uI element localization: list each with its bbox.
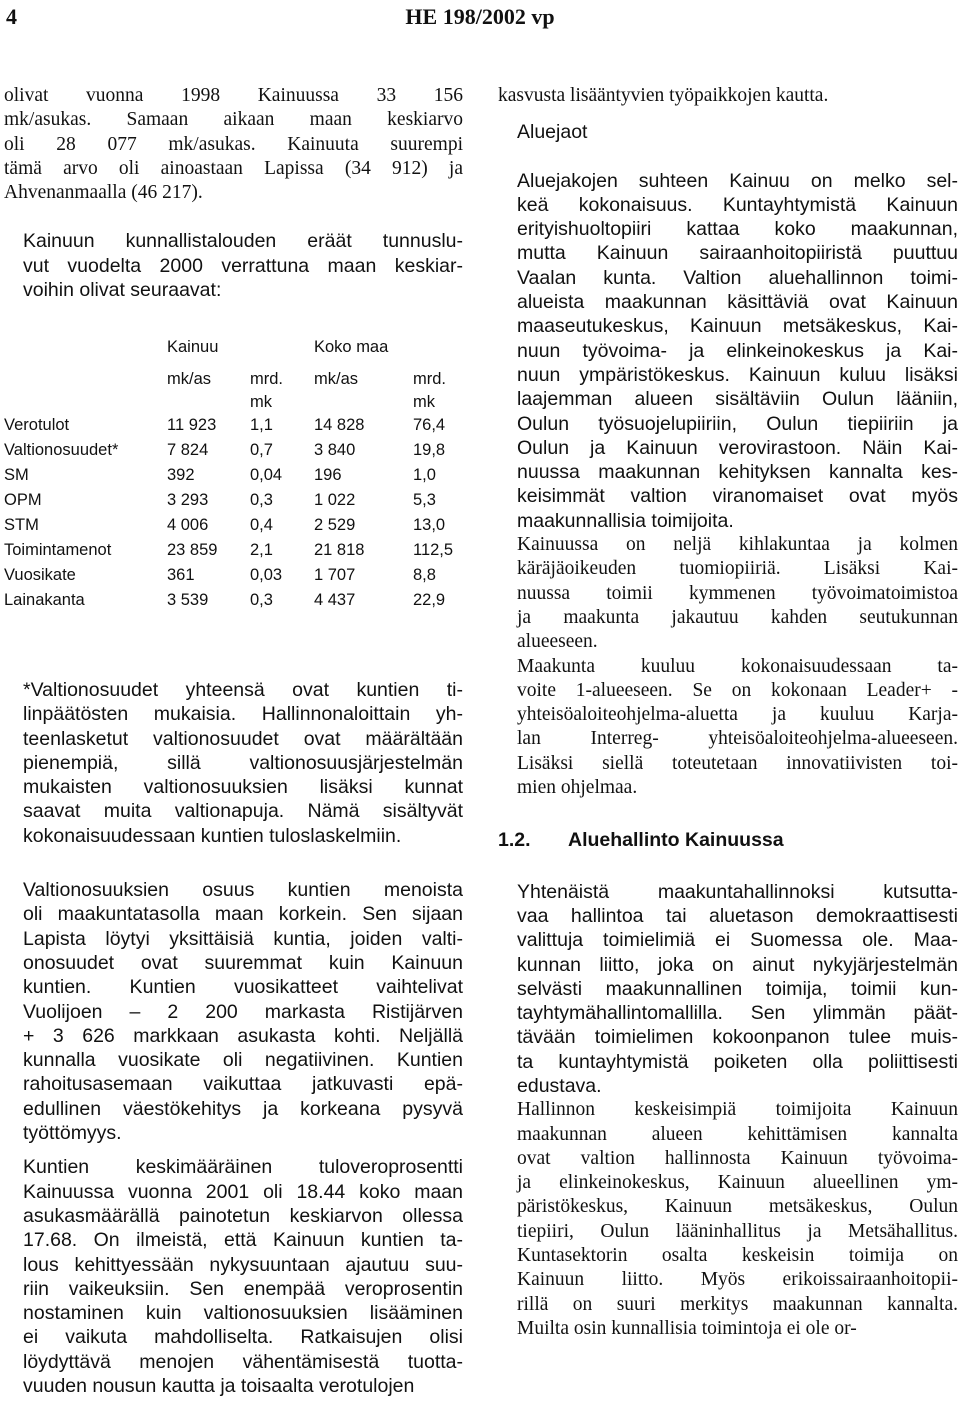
table-row-label: SM <box>4 466 29 484</box>
table-row <box>4 566 464 591</box>
table-cell: 2 529 <box>314 516 356 534</box>
table-row <box>4 466 464 491</box>
text-line: lous kehittyessään nykysuuntaan ajautuu suu- <box>23 1253 463 1276</box>
text-line: valittuja toimielimiä ei Suomessa ole. Maa- <box>517 929 958 952</box>
table-cell: 23 859 <box>167 541 218 559</box>
table-cell: 14 828 <box>314 416 365 434</box>
text-line: rahoitusasemaan vaikuttaa jatkuvasti epä- <box>23 1073 463 1096</box>
text-line: kokonaisuudessaan kuntien tuloslaskelmiin. <box>23 824 402 847</box>
text-line: nuussa maakunnan kehityksen kannalta kes- <box>517 461 958 484</box>
table-cell: 0,03 <box>250 566 283 584</box>
table-row-label: Toimintamenot <box>4 541 112 559</box>
text-line: yhteisöaloiteohjelma-aluetta ja kuuluu Karja- <box>517 704 958 726</box>
section-number: 1.2. <box>498 829 531 852</box>
text-line: erityishuoltopiiri kattaa koko maakunnan, <box>517 218 958 241</box>
text-line: päristökeskus, Kainuun metsäkeskus, Oulun <box>517 1196 958 1218</box>
table-cell: 1,0 <box>413 466 436 484</box>
text-line: mutta Kainuun sairaanhoitopiiristä puuttuu <box>517 242 958 265</box>
paragraph <box>498 655 958 801</box>
text-line: löydyttävä menojen vähentämisestä tuotta- <box>23 1350 463 1373</box>
footnote-block <box>4 678 463 1398</box>
text-line: ta kuntayhtymistä poiketen olla poliittisesti <box>517 1050 958 1073</box>
text-line: lan Interreg- yhteisöaloiteohjelma-alueeseen. <box>517 728 958 750</box>
text-line: teenlasketut valtionosuudet ovat määrältään <box>23 727 463 750</box>
text-line: Kuntien keskimääräinen tuloveroprosentti <box>23 1156 463 1179</box>
subheading-aluejaot: Aluejaot <box>517 121 588 144</box>
text-line: vut vuodelta 2000 verrattuna maan keskiar- <box>23 254 463 277</box>
text-line: kuntien. Kuntien vuosikatteet vaihtelivat <box>23 976 463 999</box>
text-line: keisimmät valtion viranomaiset ovat myös <box>517 485 958 508</box>
text-line: laajemman alueen sisältäviin Oulun lääniin, <box>517 388 958 411</box>
table-cell: 392 <box>167 466 195 484</box>
text-line: + 3 626 markkaan asukasta kohti. Neljällä <box>23 1024 463 1047</box>
table-row <box>4 541 464 566</box>
text-line: Lisäksi siellä toteutetaan innovatiivisten toi- <box>517 752 958 774</box>
text-line: työttömyys. <box>23 1122 122 1145</box>
table-cell: 1 022 <box>314 491 356 509</box>
text-line: ja elinkeinokeskus, Kainuun alueellinen ym- <box>517 1172 958 1194</box>
text-line: rillä on suuri merkitys maakunnan kannalta. <box>517 1293 958 1315</box>
text-line: 17.68. On ilmeistä, että Kainuun kuntien ta- <box>23 1229 463 1252</box>
table-cell: 0,7 <box>250 441 273 459</box>
table-cell: 361 <box>167 566 195 584</box>
table-row-label: Valtionosuudet* <box>4 441 119 459</box>
table-cell: 0,3 <box>250 491 273 509</box>
table-subheader: mk/as <box>314 370 359 388</box>
table-cell: 3 840 <box>314 441 356 459</box>
text-line: Vaalan kunta. Valtion aluehallinnon toimi- <box>517 266 958 289</box>
table-cell: 76,4 <box>413 416 446 434</box>
right-column <box>498 84 958 1341</box>
text-line: Kuntasektorin osalta keskeisin toimija on <box>517 1245 958 1267</box>
paragraph <box>4 1155 463 1398</box>
section-title: Aluehallinto Kainuussa <box>568 829 784 852</box>
text-line: mk/asukas. Samaan aikaan maan keskiarvo <box>4 109 463 131</box>
table-cell: 3 293 <box>167 491 209 509</box>
text-line: nostaminen kuin valtionosuuksien lisääminen <box>23 1302 463 1325</box>
text-line: Kainuussa vuonna 2001 oli 18.44 koko maan <box>23 1180 463 1203</box>
text-line: tämä arvo oli ainoastaan Lapissa (34 912) ja <box>4 157 463 179</box>
table-cell: 5,3 <box>413 491 436 509</box>
finance-table <box>4 338 464 616</box>
table-sub-header <box>4 368 464 416</box>
table-subheader: mrd. mk <box>413 370 446 411</box>
text-line: selvästi maakunnallinen toimija, toimii kun- <box>517 977 958 1000</box>
text-line: pienempiä, sillä valtionosuusjärjestelmän <box>23 751 463 774</box>
text-line: Yhtenäistä maakuntahallinnoksi kutsutta- <box>517 880 958 903</box>
table-row-label: Verotulot <box>4 416 70 434</box>
text-line: voihin olivat seuraavat: <box>23 279 222 302</box>
text-line: nuun työvoima- ja elinkeinokeskus ja Kai- <box>517 339 958 362</box>
table-cell: 19,8 <box>413 441 446 459</box>
text-line: vuuden nousun kautta ja toisaalta verotulojen <box>23 1375 415 1398</box>
text-line: vaa hallintoa tai aluetason demokraattisesti <box>517 904 958 927</box>
table-cell: 7 824 <box>167 441 209 459</box>
table-row <box>4 516 464 541</box>
text-line: voite 1-alueeseen. Se on kokonaan Leader+ - <box>517 679 958 701</box>
text-line: Oulun ja Kainuun verovirastoon. Näin Kai- <box>517 436 958 459</box>
table-cell: 0,4 <box>250 516 273 534</box>
document-title: HE 198/2002 vp <box>405 4 555 29</box>
table-group-header <box>4 338 464 368</box>
table-subheader: mk/as <box>167 370 212 388</box>
table-row <box>4 416 464 441</box>
table-cell: 2,1 <box>250 541 273 559</box>
table-row <box>4 441 464 466</box>
text-line: saavat muita valtionapuja. Nämä sisältyvät <box>23 800 463 823</box>
text-line: tävään toimielimen kokoonpanon tulee muis- <box>517 1026 958 1049</box>
text-line: keä kokonaisuus. Kuntayhtymistä Kainuun <box>517 193 958 216</box>
text-line: maakunnan alueen kehittämisen kannalta <box>517 1123 958 1145</box>
text-line: onosuudet ovat suuremmat kuin Kainuun <box>23 951 463 974</box>
table-body <box>4 416 464 616</box>
text-line: Kainuun liitto. Myös erikoissairaanhoitopii- <box>517 1269 958 1291</box>
text-line: Kainuussa on neljä kihlakuntaa ja kolmen <box>517 534 958 556</box>
table-cell: 3 539 <box>167 591 209 609</box>
text-line: maaseutukeskus, Kainuun metsäkeskus, Kai- <box>517 315 958 338</box>
table-subheader: mrd. mk <box>250 370 283 411</box>
text-line: ovat valtion hallinnosta Kainuun työvoima- <box>517 1147 958 1169</box>
text-line: riin vaikeuksiin. Sen enempää veroprosentin <box>23 1277 463 1300</box>
text-line: ja maakunta jakautuu kahden seutukunnan <box>517 606 958 628</box>
text-line: asukasmäärällä painotetun keskiarvon ollessa <box>23 1204 463 1227</box>
paragraph <box>498 84 958 108</box>
table-row <box>4 591 464 616</box>
text-line: alueista maakunnan käsittäviä ovat Kainuun <box>517 291 958 314</box>
text-line: Maakunta kuuluu kokonaisuudessaan ta- <box>517 655 958 677</box>
paragraph <box>498 169 958 533</box>
table-cell: 112,5 <box>413 541 454 559</box>
table-cell: 1,1 <box>250 416 273 434</box>
text-line: Lapista löytyi yksittäisiä kuntia, joiden valti- <box>23 927 463 950</box>
text-line: Muilta osin kunnallisia toimintoja ei ole or- <box>517 1317 857 1339</box>
table-header-koko-maa: Koko maa <box>314 338 389 356</box>
paragraph <box>498 880 958 1099</box>
page-number: 4 <box>6 4 17 29</box>
text-line: Vuolijoen – 2 200 markasta Ristijärven <box>23 1000 463 1023</box>
table-row-label: STM <box>4 516 39 534</box>
text-line: edustava. <box>517 1074 602 1097</box>
table-row-label: OPM <box>4 491 42 509</box>
text-line: tiepiiri, Oulun lääninhallitus ja Metsähallitus. <box>517 1220 958 1242</box>
paragraph <box>498 533 958 654</box>
section-heading <box>498 828 958 853</box>
table-header-kainuu: Kainuu <box>167 338 219 356</box>
text-line: Oulun työsuojelupiiriin, Oulun tiepiiriin ja <box>517 412 958 435</box>
left-column <box>4 84 463 302</box>
table-cell: 21 818 <box>314 541 365 559</box>
table-cell: 8,8 <box>413 566 436 584</box>
text-line: Hallinnon keskeisimpiä toimijoita Kainuun <box>517 1099 958 1121</box>
text-line: kasvusta lisääntyvien työpaikkojen kautta. <box>498 85 829 106</box>
text-line: maakunnallisia toimijoita. <box>517 509 734 532</box>
table-cell: 1 707 <box>314 566 356 584</box>
table-cell: 0,04 <box>250 466 283 484</box>
text-line: oli 28 077 mk/asukas. Kainuuta suurempi <box>4 133 463 155</box>
text-line: käräjäoikeuden tuomiopiiriä. Lisäksi Kai- <box>517 558 958 580</box>
text-line: ei vaikuta mahdolliselta. Ratkaisujen olisi <box>23 1326 463 1349</box>
table-row-label: Lainakanta <box>4 591 85 609</box>
text-line: mien ohjelmaa. <box>517 777 638 799</box>
table-cell: 4 437 <box>314 591 356 609</box>
text-line: Valtionosuuksien osuus kuntien menoista <box>23 879 463 902</box>
text-line: kunnalla vuosikate oli negatiivinen. Kuntien <box>23 1049 463 1072</box>
text-line: olivat vuonna 1998 Kainuussa 33 156 <box>4 85 463 106</box>
table-row-label: Vuosikate <box>4 566 76 584</box>
text-line: Kainuun kunnallistalouden eräät tunnuslu- <box>23 230 463 253</box>
text-line: kunnan liitto, joka on ainut nykyjärjestelmän <box>517 953 958 976</box>
table-cell: 196 <box>314 466 342 484</box>
text-line: mukaisten valtionosuuksien lisäksi kunnat <box>23 776 463 799</box>
table-cell: 22,9 <box>413 591 446 609</box>
table-cell: 0,3 <box>250 591 273 609</box>
paragraph <box>498 1098 958 1341</box>
text-line: tayhtymähallintomallilla. Sen ylimmän päät- <box>517 1002 958 1025</box>
table-cell: 11 923 <box>167 416 217 434</box>
paragraph <box>4 229 463 302</box>
text-line: Ahvenanmaalla (46 217). <box>4 182 203 204</box>
text-line: nuussa toimii kymmenen työvoimatoimistoa <box>517 582 958 604</box>
text-line: alueeseen. <box>517 631 598 653</box>
table-row <box>4 491 464 516</box>
paragraph <box>4 878 463 1145</box>
text-line: linpäätösten mukaisia. Hallinnonaloittain yh- <box>23 703 463 726</box>
paragraph <box>4 678 463 848</box>
text-line: nuun ympäristökeskus. Kainuun kuluu lisäksi <box>517 363 958 386</box>
table-cell: 13,0 <box>413 516 446 534</box>
text-line: Aluejakojen suhteen Kainuu on melko sel- <box>517 169 958 192</box>
text-line: oli maakuntatasolla maan korkein. Sen sijaan <box>23 903 463 926</box>
paragraph <box>4 84 463 205</box>
table-cell: 4 006 <box>167 516 209 534</box>
text-line: edullinen väestökehitys ja korkeana pysyvä <box>23 1097 463 1120</box>
text-line: *Valtionosuudet yhteensä ovat kuntien ti- <box>23 679 463 701</box>
